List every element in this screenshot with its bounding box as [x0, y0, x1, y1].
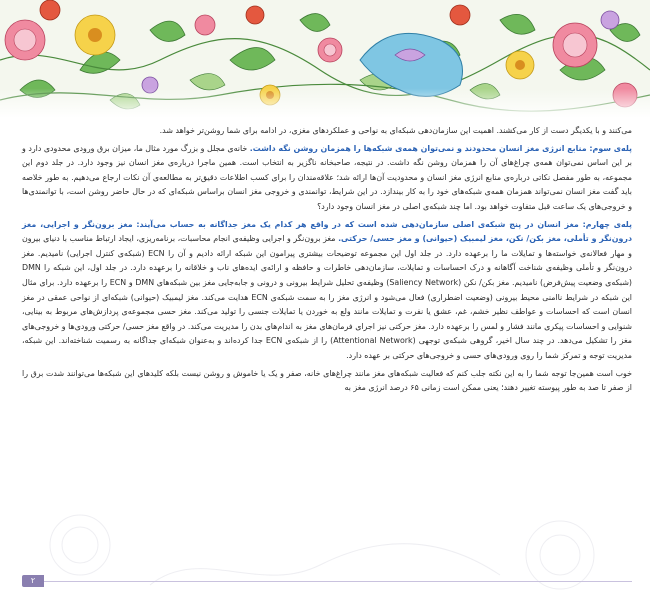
step4-paragraph: [22, 218, 632, 364]
step3-paragraph: [22, 142, 632, 215]
step3-heading: پله‌ی سوم: منابع انرژی مغز انسان محدودند و نمی‌توان همه‌ی شبکه‌ها را همزمان روشن نگه داشت.: [249, 143, 633, 153]
step4-body: مغز برون‌نگر و اجرایی وظیفه‌ی انجام محاسبات، برنامه‌ریزی، ایجاد ارتباط مناسب با دنیای بیرون و مهار فعالانه‌ی خواسته‌ها و تمایلات ما را برعهده دارد. در جلد اول این مجموعه توضیحات بیشتری پیرامون این شبکه ارائه دادیم و آن را ECN (شبکه‌ی کنترل اجرایی) نامیدیم. مغز درون‌نگر و تأملی وظیفه‌ی شناخت آگاهانه و درک احساسات و تمایلات، سازمان‌دهی خاطرات و حافظه و ارائه‌ی ایده‌های ناب و خلاقانه را برعهده دارد. در جلد اول، این شبکه را DMN (شبکه‌ی وضعیت پیش‌فرض) نامیدیم. مغز بکن/ نکن (Saliency Network) وظیفه‌ی تحلیل شرایط بیرونی و درونی و جابه‌جایی مغز بین شبکه‌های DMN و ECN را برعهده دارد. برای مثال این شبکه در شرایط ناامنی محیط بیرونی (وضعیت اضطراری) فعال می‌شود و انرژی مغز را به سمت شبکه‌ی ECN هدایت می‌کند. مغز لیمبیک (حیوانی) شبکه‌ای از نواحی عمقی در مغز انسان است که احساسات و عواطف نظیر خشم، غم، عشق یا نفرت و تمایلات مانند ولع به خوردن یا تمایلات جنسی را تولید می‌کند. مغز حسی مجموعه‌ی پردازش‌های مربوط به بینایی، شنوایی و احساسات پیکری مانند فشار و لمس را برعهده دارد. مغز حرکتی نیز اجرای فرمان‌های مغز به اندام‌های بدن را مدیریت می‌کند. در واقع مغز حسی/ حرکتی ورودی‌ها و خروجی‌های مغز را تشکیل می‌دهد. در چند سال اخیر، گروهی شبکه‌ی توجهی (Attentional Network) را از شبکه‌ی ECN جدا کرده‌اند و به‌عنوان شبکه‌ای جداگانه به رسمیت شناخته‌اند. این شبکه، مدیریت توجه و تمرکز شما را روی ورودی‌های حسی و خروجی‌های حرکتی بر عهده دارد.: [22, 234, 633, 360]
article-body: [22, 124, 632, 399]
doodle-background: [0, 485, 650, 605]
page-number: ۲: [22, 575, 44, 587]
page-rule: [44, 581, 632, 582]
step3-body: خانه‌ی مجلل و بزرگ مورد مثال ما، میزان برق ورودی محدودی دارد و بر این اساس نمی‌توان همه‌ی چراغ‌های آن را همزمان روشن نگه داشت. در نتیجه، صاحبخانه ناگزیر به انتخاب است. همین ماجرا درباره‌ی مغز انسان نیز وجود دارد. در جلد دوم این مجموعه، به طور مفصل نکاتی درباره‌ی منابع انرژی مغز انسان و محدودیت آن‌ها ارائه شد؛ علاقه‌مندان را برای کسب اطلاعات دقیق‌تر به مطالعه‌ی آن نکات ارجاع می‌دهیم. به طور خلاصه باید گفت مغز انسان نمی‌تواند همزمان همه‌ی شبکه‌های خود را به کار بیندازد. در این شرایط، توانمندی و خروجی مغز انسان براساس شبکه‌ای که در حال حاضر روشن است، با توانمندی‌ها و خروجی‌های یک ساعت قبل متفاوت خواهد بود. اما چند شبکه‌ی اصلی در مغز انسان وجود دارد؟: [22, 143, 632, 211]
floral-banner: [0, 0, 650, 118]
step4-heading: پله‌ی چهارم: مغز انسان در پنج شبکه‌ی اصلی سازمان‌دهی شده است که در واقع هر کدام یک مغز جداگانه به حساب می‌آیند: مغز برون‌نگر و اجرایی، مغز درون‌نگر و تأملی، مغز بکن/ نکن، مغز لیمبیک (حیوانی) و مغز حسی/ حرکتی.: [22, 219, 632, 244]
closing-paragraph: خوب است همین‌جا توجه شما را به این نکته جلب کنم که فعالیت شبکه‌های مغز مانند چراغ‌های خانه، صفر و یک یا خاموش و روشن نیست بلکه کلیدهای این شبکه‌ها می‌توانند شدت برق را از صفر تا صد به طور پیوسته تغییر دهند؛ یعنی ممکن است زمانی ۶۵ درصد انرژی مغز به: [22, 368, 632, 393]
intro-paragraph: می‌کنند و با یکدیگر دست از کار می‌کشند. اهمیت این سازمان‌دهی شبکه‌ای به نواحی و عملکردهای مغزی، در ادامه برای شما روشن‌تر خواهد شد.: [159, 126, 632, 135]
